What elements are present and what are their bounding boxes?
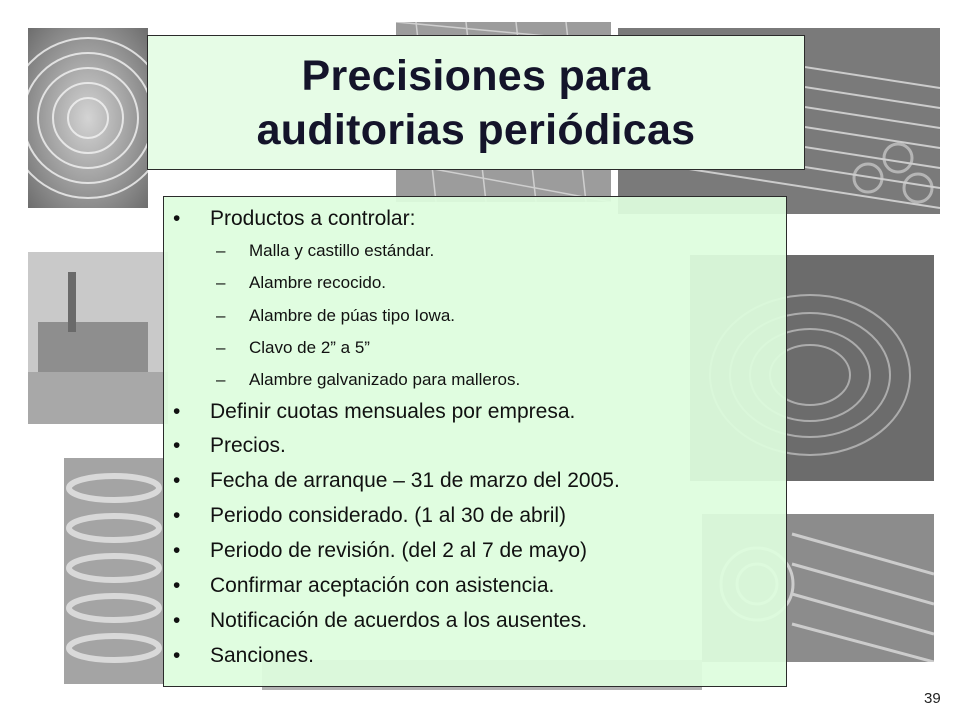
sub-item-text: Clavo de 2” a 5” <box>249 338 370 357</box>
bullet-text: Productos a controlar: <box>210 207 416 230</box>
page-number: 39 <box>924 690 941 707</box>
bullet-icon: • <box>173 539 181 562</box>
bullet-icon: • <box>173 207 181 230</box>
bullet-text: Confirmar aceptación con asistencia. <box>210 574 555 597</box>
title-box <box>147 35 805 170</box>
sub-item-text: Malla y castillo estándar. <box>249 241 435 260</box>
bullet-icon: • <box>173 434 181 457</box>
bullet-icon: • <box>173 504 181 527</box>
bullet-icon: • <box>173 644 181 667</box>
dash-icon: – <box>216 273 226 292</box>
dash-icon: – <box>216 241 226 260</box>
bullet-text: Fecha de arranque – 31 de marzo del 2005. <box>210 469 620 492</box>
bullet-text: Precios. <box>210 434 286 457</box>
slide-title-line-1: Precisiones para <box>301 51 651 100</box>
background-photo-machine-left <box>28 252 168 424</box>
bullet-icon: • <box>173 469 181 492</box>
bullet-icon: • <box>173 400 181 423</box>
dash-icon: – <box>216 338 226 357</box>
dash-icon: – <box>216 306 226 325</box>
bullet-text: Sanciones. <box>210 644 314 667</box>
sub-item-text: Alambre galvanizado para malleros. <box>249 370 521 389</box>
slide-title-line-2: auditorias periódicas <box>256 105 696 154</box>
bullet-text: Notificación de acuerdos a los ausentes. <box>210 609 588 632</box>
sub-item-text: Alambre de púas tipo Iowa. <box>249 306 456 325</box>
bullet-text: Periodo considerado. (1 al 30 de abril) <box>210 504 567 527</box>
dash-icon: – <box>216 370 226 389</box>
bullet-icon: • <box>173 574 181 597</box>
bullet-text: Periodo de revisión. (del 2 al 7 de mayo) <box>210 539 588 562</box>
background-photo-wire-coils-top-left <box>28 28 148 208</box>
bullet-icon: • <box>173 609 181 632</box>
bullet-text: Definir cuotas mensuales por empresa. <box>210 400 576 423</box>
sub-item-text: Alambre recocido. <box>249 273 387 292</box>
background-photo-springs-bottom-left <box>64 458 164 684</box>
content-box <box>163 196 787 687</box>
